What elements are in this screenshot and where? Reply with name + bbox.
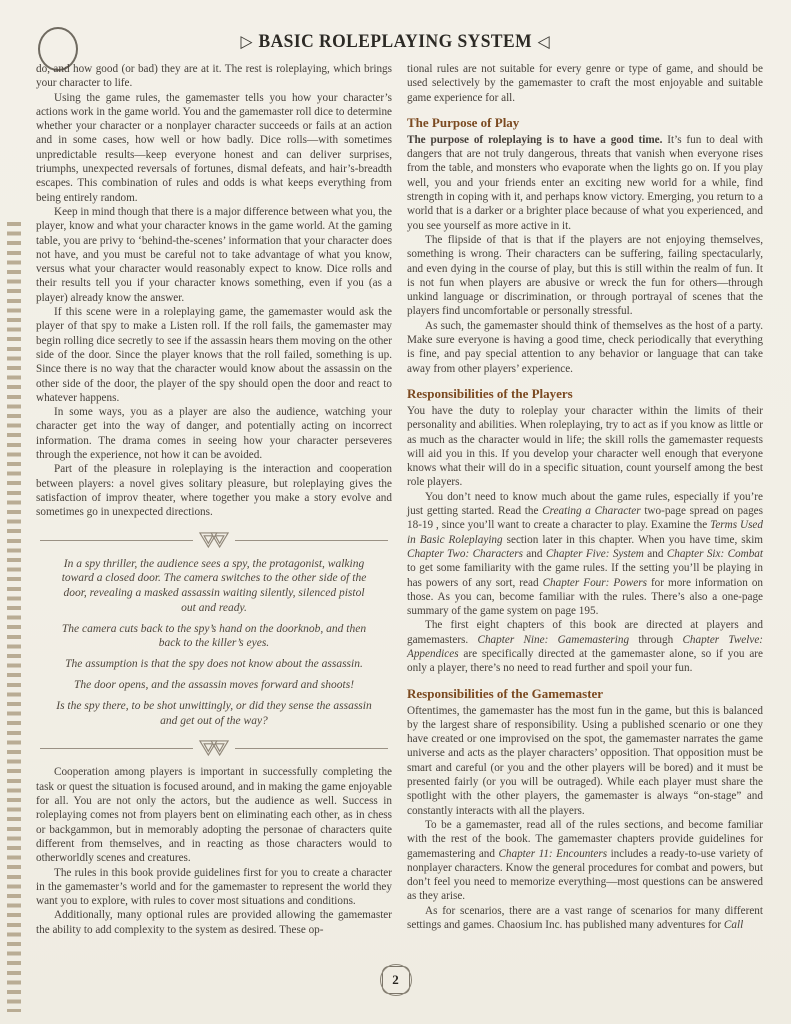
text-run: The purpose of roleplaying is to have a good time. — [407, 133, 663, 146]
text-run: to get some familiarity with the game rules. If the setting you’ll be playing in has powers of any sort, read — [407, 562, 763, 589]
text-run: are specifically directed at the gamemaster alone, so if you are only a player, there’s no need to read further and spoil your fun. — [407, 647, 763, 675]
section-heading: Responsibilities of the Players — [407, 385, 573, 401]
right-arrow-icon: ◁ — [537, 32, 551, 51]
body-paragraph — [36, 91, 392, 205]
text-run: In a spy thriller, the audience sees a spy, the protagonist, walking toward a closed door. The camera switches to the other side of the door, revealing a masked assassin waiting silently, silenced pistol out and ready. — [61, 557, 367, 614]
text-run: and — [522, 547, 546, 560]
text-run: Keep in mind though that there is a major difference between what you, the player, know and what your character knows in the game world. At the gaming table, you are privy to ‘behind-the-scenes’ information that your character does not have, and you must be careful not to take advantage of what you know, versus what your character would reasonably expect to know. Dice rolls and their results tell you if your character knows something, even if you (as a player) already know the answer. — [36, 205, 392, 304]
text-run: To be a gamemaster, read all of the rules sections, and become familiar with the rest of the book. The gamemaster chapters provide guidelines for gamemastering and — [407, 818, 763, 860]
text-run: As such, the gamemaster should think of themselves as the host of a party. Make sure everyone is having a good time, check periodically that everything is fine, and pay special attention to any behavior or language that can take away from other players’ experience. — [407, 319, 763, 375]
quote-paragraph — [56, 557, 372, 616]
divider-line — [40, 748, 193, 749]
right-column — [407, 62, 763, 937]
left-arrow-icon: ▷ — [240, 32, 254, 51]
text-run: Additionally, many optional rules are provided allowing the gamemaster the ability to add complexity to the system as desired. These op- — [36, 909, 392, 936]
body-paragraph — [407, 404, 763, 490]
body-paragraph — [407, 133, 763, 233]
text-run: As for scenarios, there are a vast range of scenarios for many different settings and games. Chaosium Inc. has published many adventures for — [407, 904, 763, 932]
left-column — [36, 62, 392, 937]
text-run: Creating a Character — [542, 505, 641, 518]
text-run: It’s fun to deal with dangers that are not truly dangerous, threats that vanish when everyone rises from the table, and monsters who evaporate when the lights go on. If you play well, you and your friends enter an exciting new world for a while, find strength in coping with it, and perhaps know victory. Emerging, you return to a world that is a darker or a brighter place because of what you experienced, and you see yourself as more active in it. — [407, 133, 763, 232]
body-paragraph — [36, 205, 392, 305]
divider-line — [40, 540, 193, 541]
body-paragraph — [407, 818, 763, 904]
text-run: Cooperation among players is important in successfully completing the task or quest the situation is focused around, and in making the game enjoyable for all. You are not only the actors, but the audience as well. Success in roleplaying comes not from players bent on eliminating each other, as in chess or backgammon, but in memorably adopting the personae of characters quite different from themselves, and in reacting as those characters would to otherworldly scenes and creatures. — [36, 766, 392, 865]
text-run: two-page spread on pages 18-19 , since you’ll want to create a character to play. Examine the — [407, 505, 764, 532]
body-paragraph — [407, 904, 763, 933]
text-run: Terms Used in Basic Roleplaying — [407, 519, 763, 546]
text-run: and — [643, 547, 667, 560]
page-header — [0, 31, 791, 53]
text-run: Chapter 11: Encounters — [498, 847, 608, 860]
body-paragraph — [36, 765, 392, 865]
two-column-body — [36, 62, 763, 937]
text-run: Chapter Six: Combat — [666, 547, 764, 560]
text-run: The door opens, and the assassin moves forward and shoots! — [73, 679, 355, 692]
text-run: Chapter Twelve: Appendices — [407, 633, 764, 660]
body-paragraph — [36, 866, 392, 909]
body-paragraph — [407, 319, 763, 376]
body-paragraph — [407, 490, 763, 619]
text-run: In some ways, you as a player are also the audience, watching your character get into the way of danger, and potentially acting on incorrect information. The drama comes in seeing how your character perseveres through the experience, not how it can be avoided. — [36, 406, 392, 462]
section-divider — [40, 739, 388, 758]
book-title-text: BASIC ROLEPLAYING SYSTEM — [258, 31, 533, 52]
section-divider — [40, 531, 388, 550]
triangle-ornament-icon — [198, 739, 230, 758]
quote-paragraph — [56, 657, 372, 672]
section-heading: Responsibilities of the Gamemaster — [407, 685, 604, 701]
body-paragraph — [407, 233, 763, 319]
body-paragraph — [36, 305, 392, 405]
page-title — [235, 31, 556, 53]
text-run: The first eight chapters of this book are directed at players and gamemasters. — [407, 619, 763, 646]
text-run: Call — [723, 919, 744, 932]
text-run: Part of the pleasure in roleplaying is the interaction and cooperation between players: a novel gives solitary pleasure, but roleplaying gives the satisfaction of improv theater, where together you make a story evolve and sometimes go in unexpected directions. — [36, 463, 392, 519]
text-run: includes a ready-to-use variety of nonplayer characters. Know the general procedures for combat and powers, but don’t feel you need to memorize everything—most questions can be answered as they arise. — [407, 847, 763, 903]
body-paragraph — [36, 908, 392, 937]
quote-paragraph — [56, 699, 372, 729]
text-run: do, and how good (or bad) they are at it. The rest is roleplaying, which brings your character to life. — [36, 63, 392, 90]
text-run: Chapter Five: System — [545, 547, 644, 560]
section-heading: The Purpose of Play — [407, 114, 520, 130]
text-run: You don’t need to know much about the game rules, especially if you’re just getting started. Read the — [407, 490, 763, 518]
triangle-ornament-icon — [198, 531, 230, 550]
body-paragraph — [36, 405, 392, 462]
binding-marks-decoration — [7, 222, 21, 1012]
text-run: The flipside of that is that if the players are not enjoying themselves, something is wrong. Their characters can be suffering, failing spectacularly, and even dying in the course of play, but this is still within the realm of fun. It is not fun when players are abusive or wreck the fun for others—through unkind language or discrimination, or through portrayal of scenes that the players find uncomfortable or personally stressful. — [407, 233, 763, 318]
quote-paragraph — [56, 678, 372, 693]
text-run: You have the duty to roleplay your character within the limits of their personality and abilities. When roleplaying, try to act as if you know as little or as much as the character would in life; the skill rolls the gamemaster requests will aid you in this. If you develop your character well enough that everyone knows what their will do in a specific situation, count yourself among the best role players. — [407, 404, 763, 489]
page-number: 2 — [392, 972, 399, 987]
quote-paragraph — [56, 622, 372, 652]
text-run: Chapter Two: Characters — [407, 547, 523, 560]
body-paragraph — [36, 462, 392, 519]
text-run: Chapter Four: Powers — [542, 576, 647, 589]
page-number-badge — [382, 966, 410, 994]
text-run: for more information on those. As you can, become familiar with the rules. There’s also a one-page summary of the game system on page 195. — [407, 576, 764, 618]
body-paragraph — [36, 62, 392, 91]
divider-line — [235, 540, 388, 541]
text-run: Chapter Nine: Gamemastering — [477, 633, 630, 646]
body-paragraph — [407, 62, 763, 105]
divider-line — [235, 748, 388, 749]
body-paragraph — [407, 618, 763, 675]
text-run: The assumption is that the spy does not know about the assassin. — [65, 658, 363, 671]
text-run: If this scene were in a roleplaying game, the gamemaster would ask the player of that spy to make a Listen roll. If the roll fails, the gamemaster may begin rolling dice secretly to see if the assassin hears them moving on the other side of the door. Since the player knows that the roll failed, something is up. Since there is no way that the character would know about the assassin on the other side of the door, the player of the spy should open the door and react to whatever happens. — [36, 306, 392, 404]
text-run: The camera cuts back to the spy’s hand on the doorknob, and then back to the killer’s eyes. — [61, 622, 367, 650]
text-run: The rules in this book provide guidelines first for you to create a character in the gamemaster’s world and for the gamemaster to represent the world they want you to explore, with rules to cover most situations and conditions. — [36, 866, 392, 908]
text-run: Is the spy there, to be shot unwittingly, or did they sense the assassin and get out of the way? — [56, 699, 372, 727]
text-run: section later in this chapter. When you have time, skim — [502, 533, 763, 546]
text-run: Oftentimes, the gamemaster has the most fun in the game, but this is balanced by the largest share of responsibility. Using a published scenario or one they have created or one improvised on the spot, the gamemaster narrates the game universe and acts as the player characters’ opposition. That opposition must be smart and careful (or you and the other players will be bored) and it must be presented fairly (or you will be outraged). While each player must share the spotlight with the other players, the gamemaster is always “on-stage” and constantly interacts with all the players. — [407, 704, 763, 817]
text-run: through — [629, 633, 683, 646]
text-run: tional rules are not suitable for every genre or type of game, and should be used selectively by the gamemaster to craft the most enjoyable and suitable game experience for all. — [407, 63, 763, 104]
text-run: Using the game rules, the gamemaster tells you how your character’s actions work in the game world. You and the gamemaster roll dice to determine whether your character or a nonplayer character succeeds or fails at an action and in some cases, how well or how badly. Dice rolls—with sometimes unpredictable results—keep everyone honest and can deliver surprises, triumphs, unexpected reversals of fortunes, dismal defeats, and hair’s-breadth escapes. This combination of rules and odds is what keeps everything from being entirely random. — [36, 91, 392, 204]
body-paragraph — [407, 704, 763, 818]
